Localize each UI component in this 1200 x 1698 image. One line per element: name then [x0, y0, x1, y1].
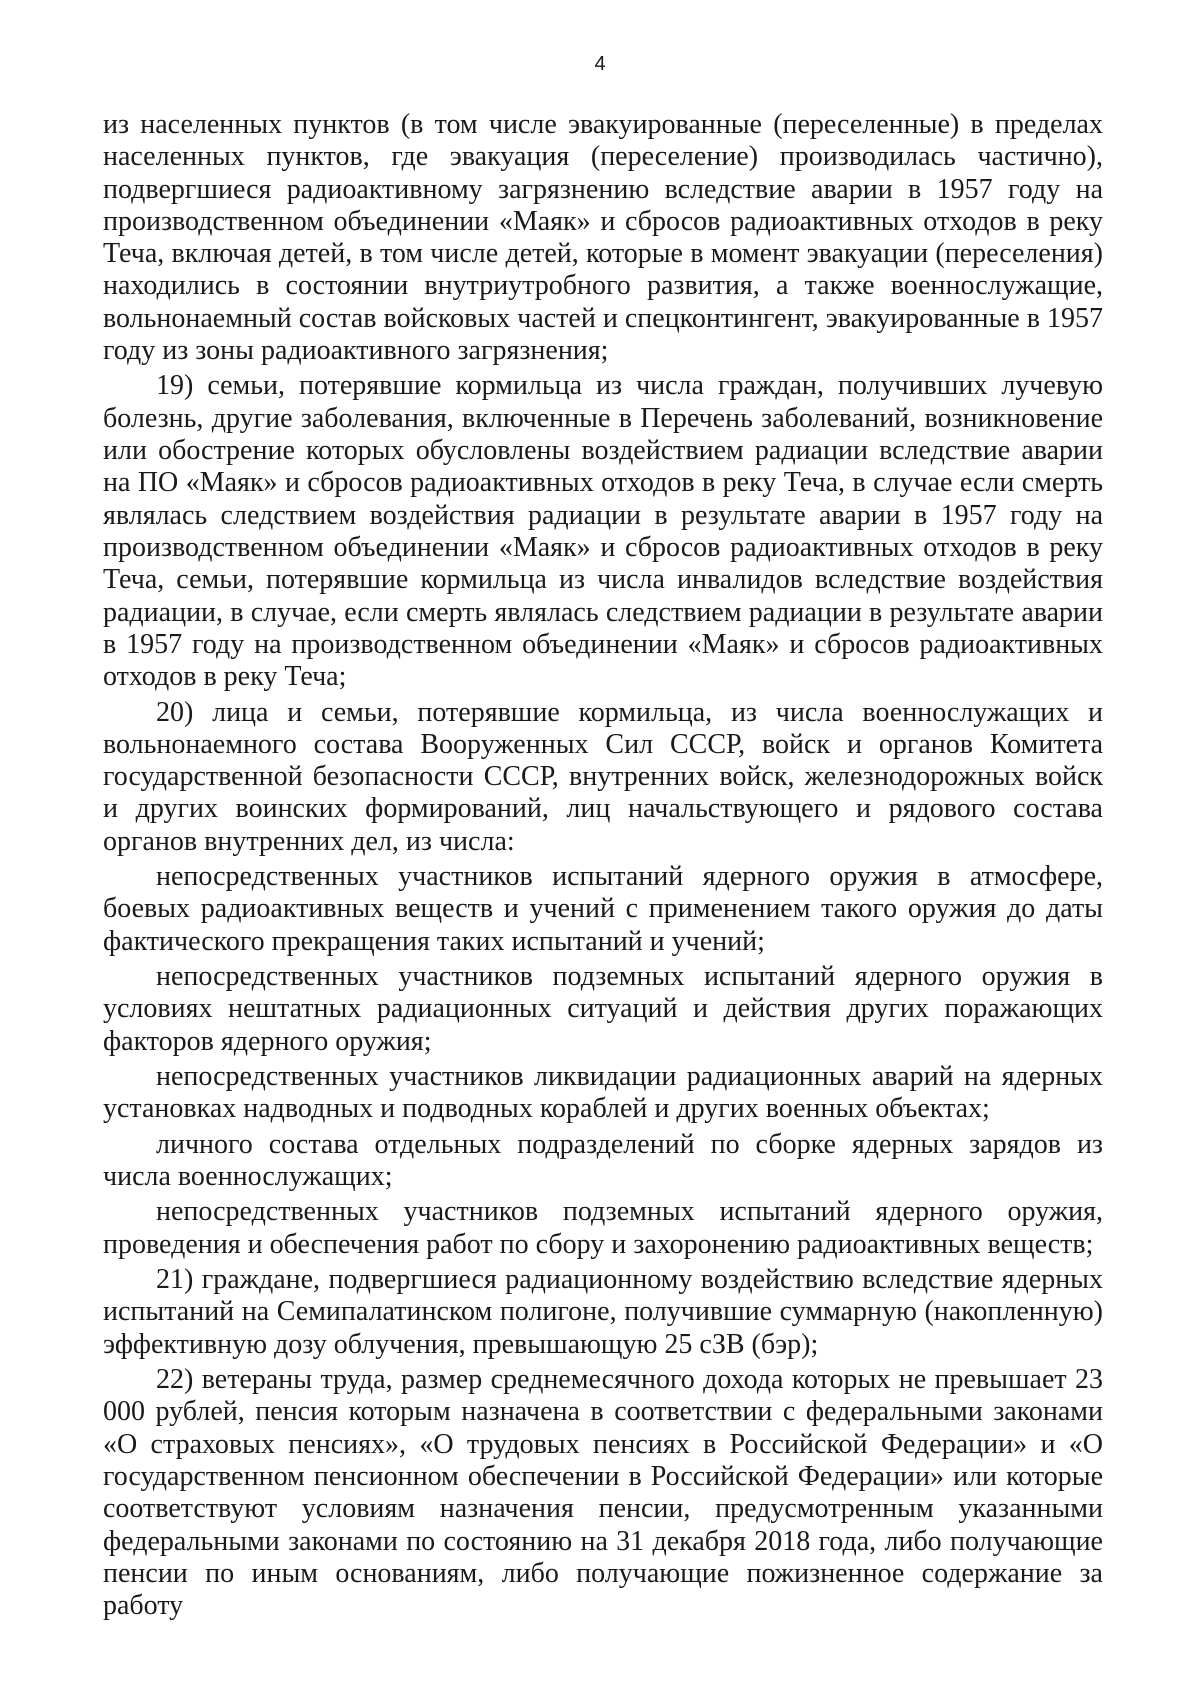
paragraph-subitem-underground-tests: непосредственных участников подземных испытаний ядерного оружия в условиях нештатных радиационных ситуаций и действия других поражающих факторов ядерного оружия; [103, 961, 1103, 1057]
paragraph-subitem-accident-liquidation: непосредственных участников ликвидации радиационных аварий на ядерных установках надводных и подводных кораблей и других военных объектах; [103, 1061, 1103, 1125]
paragraph-item-21: 21) граждане, подвергшиеся радиационному воздействию вследствие ядерных испытаний на Семипалатинском полигоне, получившие суммарную (накопленную) эффективную дозу облучения, превышающую 25 сЗВ (бэр); [103, 1264, 1103, 1360]
paragraph-subitem-waste-burial: непосредственных участников подземных испытаний ядерного оружия, проведения и обеспечения работ по сбору и захоронению радиоактивных веществ; [103, 1196, 1103, 1260]
paragraph-item-19: 19) семьи, потерявшие кормильца из числа граждан, получивших лучевую болезнь, другие заболевания, включенные в Перечень заболеваний, возникновение или обострение которых обусловлены воздействием радиации вследствие аварии на ПО «Маяк» и сбросов радиоактивных отходов в реку Теча, в случае если смерть являлась следствием воздействия радиации в результате аварии в 1957 году на производственном объединении «Маяк» и сбросов радиоактивных отходов в реку Теча, семьи, потерявшие кормильца из числа инвалидов вследствие воздействия радиации, в случае, если смерть являлась следствием радиации в результате аварии в 1957 году на производственном объединении «Маяк» и сбросов радиоактивных отходов в реку Теча; [103, 370, 1103, 693]
paragraph-item-22: 22) ветераны труда, размер среднемесячного дохода которых не превышает 23 000 рублей, пенсия которым назначена в соответствии с федеральными законами «О страховых пенсиях», «О трудовых пенсиях в Российской Федерации» и «О государственном пенсионном обеспечении в Российской Федерации» или которые соответствуют условиям назначения пенсии, предусмотренным указанными федеральными законами по состоянию на 31 декабря 2018 года, либо получающие пенсии по иным основаниям, либо получающие пожизненное содержание за работу [103, 1364, 1103, 1622]
document-body [103, 109, 1103, 1626]
paragraph-continuation: из населенных пунктов (в том числе эвакуированные (переселенные) в пределах населенных пунктов, где эвакуация (переселение) производилась частично), подвергшиеся радиоактивному загрязнению вследствие аварии в 1957 году на производственном объединении «Маяк» и сбросов радиоактивных отходов в реку Теча, включая детей, в том числе детей, которые в момент эвакуации (переселения) находились в состоянии внутриутробного развития, а также военнослужащие, вольнонаемный состав войсковых частей и спецконтингент, эвакуированные в 1957 году из зоны радиоактивного загрязнения; [103, 109, 1103, 367]
paragraph-item-20: 20) лица и семьи, потерявшие кормильца, из числа военнослужащих и вольнонаемного состава Вооруженных Сил СССР, войск и органов Комитета государственной безопасности СССР, внутренних войск, железнодорожных войск и других воинских формирований, лиц начальствующего и рядового состава органов внутренних дел, из числа: [103, 696, 1103, 857]
paragraph-subitem-assembly-units: личного состава отдельных подразделений по сборке ядерных зарядов из числа военнослужащих; [103, 1128, 1103, 1193]
page-number: 4 [594, 53, 606, 75]
paragraph-subitem-atmospheric-tests: непосредственных участников испытаний ядерного оружия в атмосфере, боевых радиоактивных веществ и учений с применением такого оружия до даты фактического прекращения таких испытаний и учений; [103, 861, 1103, 957]
